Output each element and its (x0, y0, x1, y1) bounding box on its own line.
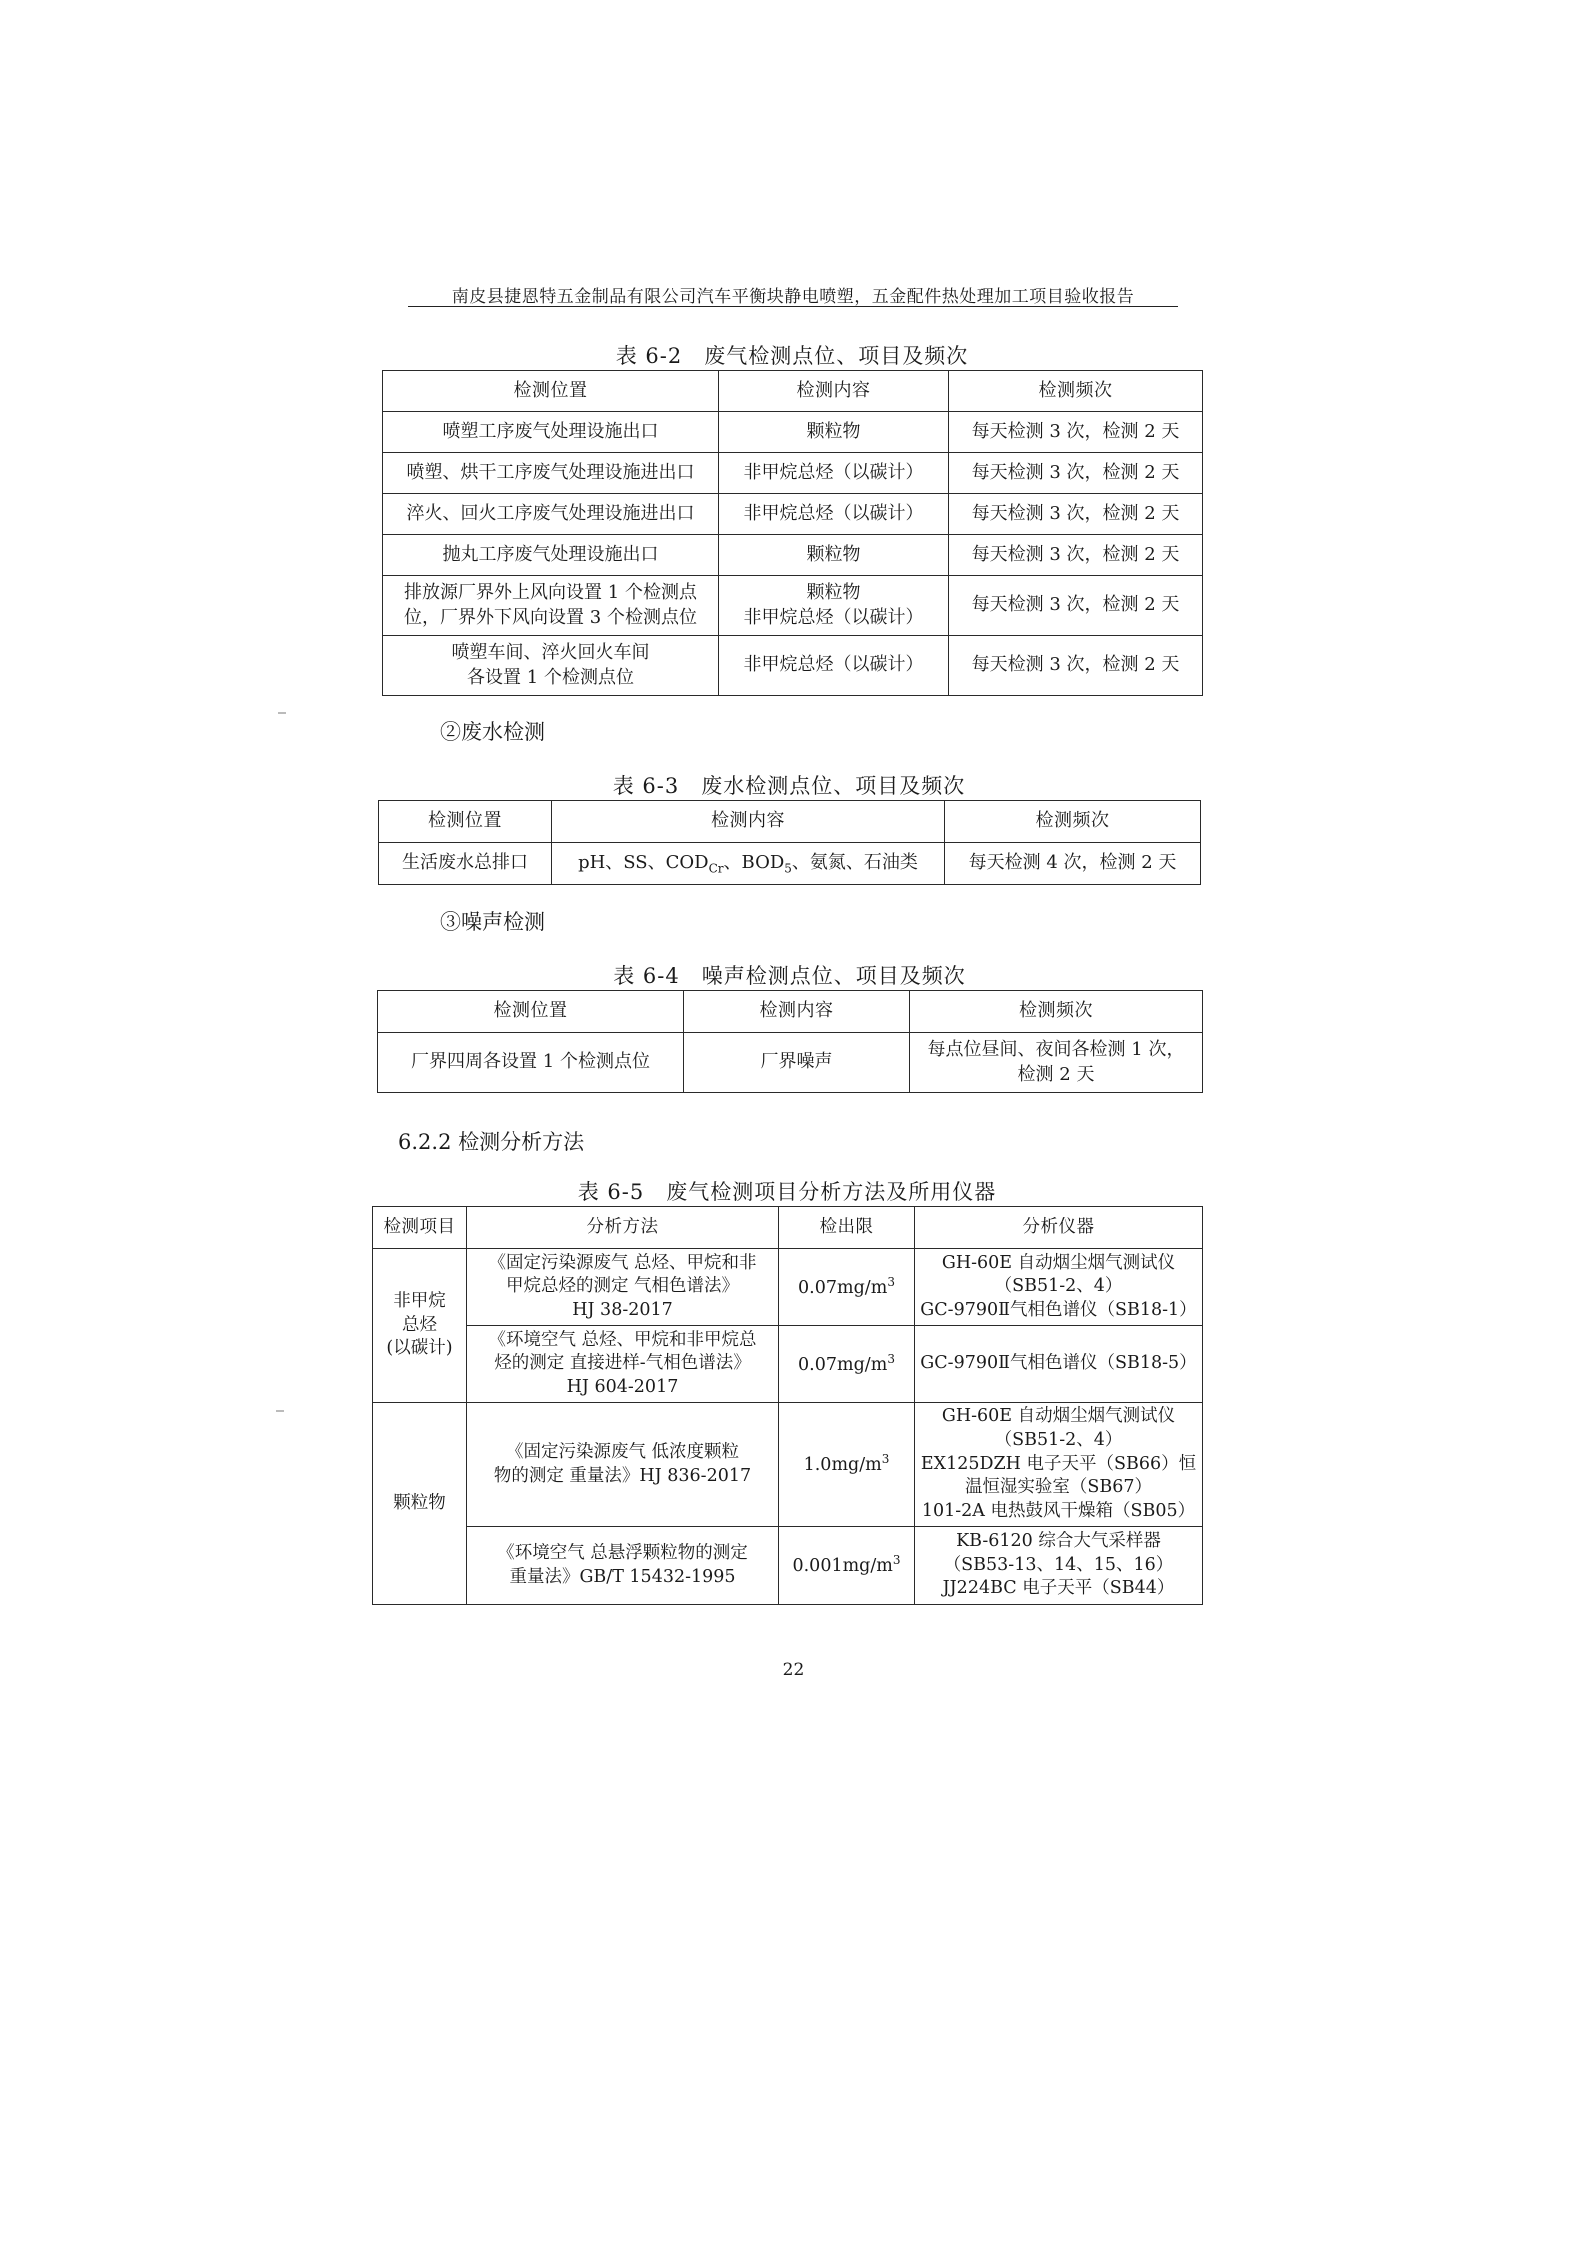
table-row (383, 494, 1203, 535)
content-cell: 非甲烷总烃（以碳计） (719, 453, 949, 494)
table-6-3-caption: 表 6-3 废水检测点位、项目及频次 (612, 774, 966, 798)
table-row (379, 843, 1201, 885)
table-6-4-header-frequency: 检测频次 (910, 991, 1203, 1033)
section-method: 6.2.2 检测分析方法 (398, 1130, 585, 1154)
instrument-cell (915, 1326, 1203, 1403)
table-row (373, 1326, 1203, 1403)
table-6-3-header-location: 检测位置 (379, 801, 552, 843)
table-row (383, 636, 1203, 696)
content-cell: 颗粒物 (719, 412, 949, 453)
table-6-2 (382, 370, 1203, 696)
table-6-4 (377, 990, 1203, 1093)
cell-line: GC-9790Ⅱ气相色谱仪（SB18-5） (920, 1353, 1197, 1374)
cell-line: 温恒湿实验室（SB67） (964, 1477, 1153, 1498)
content-cell (719, 576, 949, 636)
table-row (378, 1033, 1203, 1093)
superscript: 3 (892, 1553, 901, 1568)
instrument-cell (915, 1403, 1203, 1527)
limit-cell (779, 1249, 915, 1326)
cell-line: HJ 38-2017 (572, 1299, 673, 1320)
cell-line: GH-60E 自动烟尘烟气测试仪 (941, 1406, 1176, 1427)
instrument-cell (915, 1249, 1203, 1326)
cell-line: 101-2A 电热鼓风干燥箱（SB05） (921, 1500, 1196, 1521)
cell-line: 位，厂界外下风向设置 3 个检测点位 (404, 606, 697, 628)
cell-line: 《固定污染源废气 低浓度颗粒 (505, 1441, 740, 1462)
content-part: 、氨氮、石油类 (791, 851, 918, 873)
location-cell: 抛丸工序废气处理设施出口 (383, 535, 719, 576)
frequency-cell: 每天检测 3 次，检测 2 天 (949, 412, 1203, 453)
method-cell (467, 1249, 779, 1326)
cell-line: (以碳计) (386, 1338, 453, 1359)
cell-line: HJ 604-2017 (566, 1376, 679, 1397)
table-row (373, 1527, 1203, 1605)
limit-value: 1.0mg/m (803, 1455, 882, 1476)
content-cell: 厂界噪声 (684, 1033, 910, 1093)
frequency-cell: 每天检测 3 次，检测 2 天 (949, 535, 1203, 576)
frequency-cell: 每天检测 3 次，检测 2 天 (949, 576, 1203, 636)
cell-line: 每点位昼间、夜间各检测 1 次， (927, 1039, 1185, 1061)
frequency-cell: 每天检测 4 次，检测 2 天 (945, 843, 1201, 885)
item-cell (373, 1249, 467, 1403)
cell-line: JJ224BC 电子天平（SB44） (942, 1578, 1175, 1599)
frequency-cell: 每天检测 3 次，检测 2 天 (949, 453, 1203, 494)
limit-cell (779, 1326, 915, 1403)
location-cell: 淬火、回火工序废气处理设施进出口 (383, 494, 719, 535)
table-6-4-caption: 表 6-4 噪声检测点位、项目及频次 (613, 964, 966, 988)
cell-line: GH-60E 自动烟尘烟气测试仪 (941, 1252, 1176, 1273)
limit-value: 0.07mg/m (798, 1354, 888, 1375)
method-cell (467, 1527, 779, 1605)
limit-value: 0.001mg/m (792, 1556, 893, 1577)
scan-speck (278, 712, 286, 714)
cell-line: 各设置 1 个检测点位 (467, 666, 634, 688)
superscript: 3 (887, 1351, 895, 1366)
cell-line: 检测 2 天 (1017, 1063, 1095, 1085)
table-row (383, 576, 1203, 636)
table-6-5-header-limit: 检出限 (779, 1207, 915, 1249)
table-6-4-header-content: 检测内容 (684, 991, 910, 1033)
content-cell: 非甲烷总烃（以碳计） (719, 494, 949, 535)
table-6-5-header-method: 分析方法 (467, 1207, 779, 1249)
page-number: 22 (782, 1660, 805, 1680)
cell-line: （SB51-2、4） (994, 1276, 1123, 1297)
cell-line: 物的测定 重量法》HJ 836-2017 (493, 1465, 752, 1486)
table-6-2-header-location: 检测位置 (383, 371, 719, 412)
cell-line: 《固定污染源废气 总烃、甲烷和非 (488, 1252, 757, 1273)
location-cell: 生活废水总排口 (379, 843, 552, 885)
superscript: 3 (881, 1452, 890, 1467)
cell-line: 颗粒物 (806, 582, 861, 604)
cell-line: 喷塑车间、淬火回火车间 (451, 642, 650, 664)
cell-line: 烃的测定 直接进样-气相色谱法》 (494, 1353, 751, 1374)
content-part: 、BOD (723, 851, 785, 873)
table-6-5 (372, 1206, 1203, 1605)
cell-line: 非甲烷 (393, 1291, 446, 1312)
cell-line: （SB51-2、4） (994, 1430, 1123, 1451)
table-6-2-caption: 表 6-2 废气检测点位、项目及频次 (615, 344, 969, 368)
frequency-cell (910, 1033, 1203, 1093)
item-cell (373, 1403, 467, 1605)
table-row (383, 535, 1203, 576)
table-row (373, 1403, 1203, 1527)
cell-line: 排放源厂界外上风向设置 1 个检测点 (404, 582, 697, 604)
section-noise: ③噪声检测 (440, 910, 545, 934)
header-rule (408, 306, 1178, 307)
cell-line: 颗粒物 (393, 1492, 446, 1513)
content-part: pH、SS、COD (578, 851, 709, 873)
cell-line: 《环境空气 总悬浮颗粒物的测定 (497, 1542, 748, 1563)
location-cell (383, 636, 719, 696)
cell-line: EX125DZH 电子天平（SB66）恒 (920, 1453, 1197, 1474)
location-cell (383, 576, 719, 636)
method-cell (467, 1403, 779, 1527)
location-cell: 喷塑工序废气处理设施出口 (383, 412, 719, 453)
table-6-3-header-content: 检测内容 (552, 801, 945, 843)
location-cell: 喷塑、烘干工序废气处理设施进出口 (383, 453, 719, 494)
cell-line: GC-9790Ⅱ气相色谱仪（SB18-1） (920, 1299, 1197, 1320)
page-header: 南皮县捷恩特五金制品有限公司汽车平衡块静电喷塑，五金配件热处理加工项目验收报告 (451, 287, 1135, 307)
table-row (383, 453, 1203, 494)
table-6-5-caption: 表 6-5 废气检测项目分析方法及所用仪器 (577, 1180, 997, 1204)
frequency-cell: 每天检测 3 次，检测 2 天 (949, 636, 1203, 696)
superscript: 3 (887, 1274, 895, 1289)
table-6-3-header-frequency: 检测频次 (945, 801, 1201, 843)
method-cell (467, 1326, 779, 1403)
table-row (383, 412, 1203, 453)
table-6-3 (378, 800, 1201, 885)
content-cell: 非甲烷总烃（以碳计） (719, 636, 949, 696)
subscript: 5 (784, 861, 792, 876)
frequency-cell: 每天检测 3 次，检测 2 天 (949, 494, 1203, 535)
table-6-5-header-instrument: 分析仪器 (915, 1207, 1203, 1249)
table-row (373, 1249, 1203, 1326)
subscript: Cr (708, 861, 724, 876)
cell-line: （SB53-13、14、15、16） (943, 1554, 1174, 1575)
content-cell (552, 843, 945, 885)
cell-line: KB-6120 综合大气采样器 (956, 1531, 1161, 1552)
table-6-2-header-content: 检测内容 (719, 371, 949, 412)
cell-line: 《环境空气 总烃、甲烷和非甲烷总 (488, 1329, 757, 1350)
cell-line: 总烃 (402, 1314, 437, 1335)
table-6-4-header-location: 检测位置 (378, 991, 684, 1033)
instrument-cell (915, 1527, 1203, 1605)
scan-speck (276, 1410, 284, 1412)
location-cell: 厂界四周各设置 1 个检测点位 (378, 1033, 684, 1093)
cell-line: 非甲烷总烃（以碳计） (743, 606, 924, 628)
table-6-5-header-item: 检测项目 (373, 1207, 467, 1249)
limit-value: 0.07mg/m (798, 1277, 888, 1298)
cell-line: 甲烷总烃的测定 气相色谱法》 (505, 1276, 740, 1297)
content-cell: 颗粒物 (719, 535, 949, 576)
section-wastewater: ②废水检测 (440, 720, 545, 744)
cell-line: 重量法》GB/T 15432-1995 (509, 1566, 736, 1587)
table-6-2-header-frequency: 检测频次 (949, 371, 1203, 412)
limit-cell (779, 1527, 915, 1605)
limit-cell (779, 1403, 915, 1527)
